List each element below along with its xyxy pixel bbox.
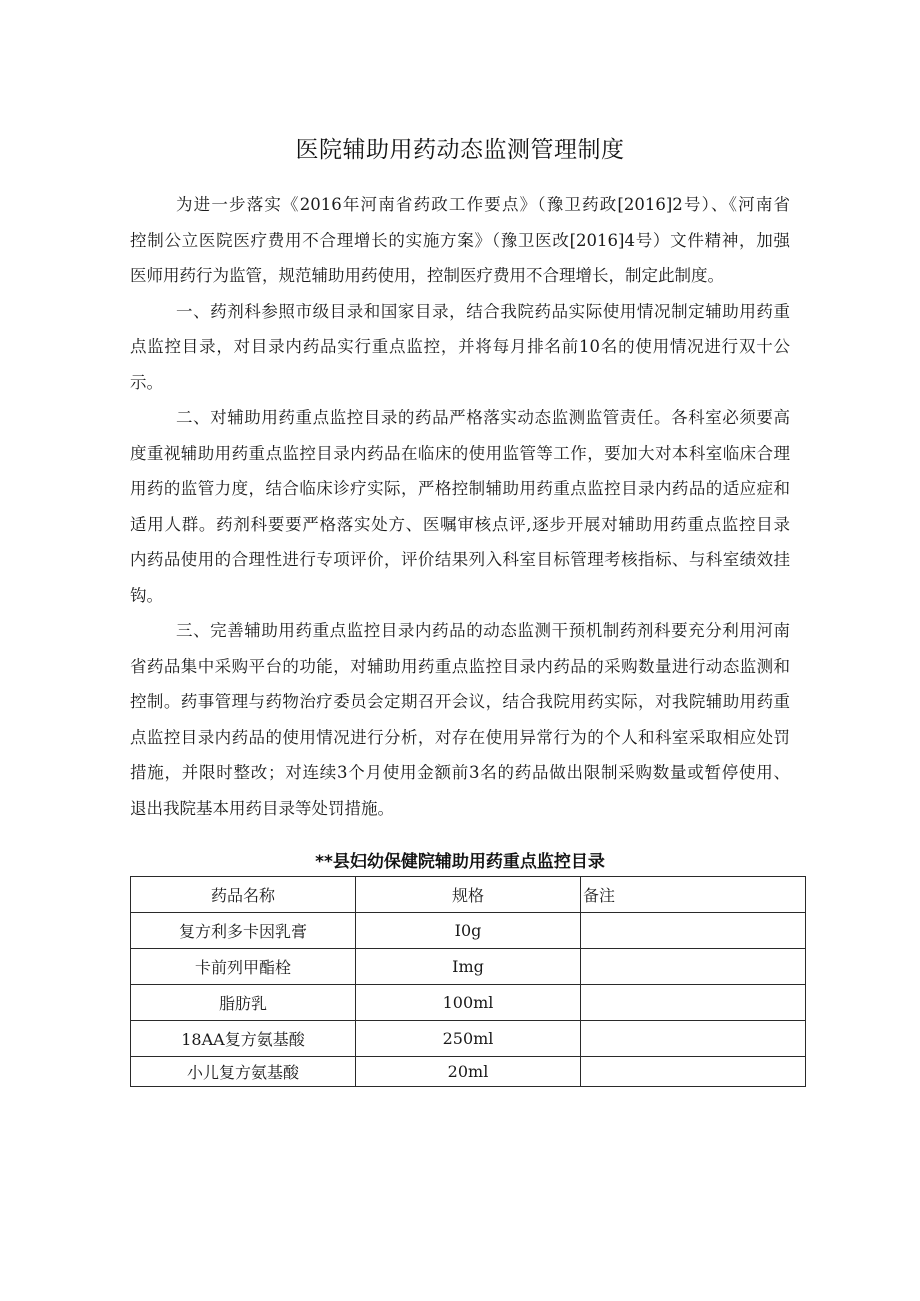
drug-name-cell: 小儿复方氨基酸: [131, 1057, 356, 1087]
text-line: 医师用药行为监管，规范辅助用药使用，控制医疗费用不合理增长，制定此制度。: [130, 266, 724, 285]
note-cell: [581, 913, 806, 949]
note-cell: [581, 985, 806, 1021]
text-line: 度重视辅助用药重点监控目录内药品在临床的使用监管等工作，要加大对本科室临床合理: [130, 443, 790, 463]
note-cell: [581, 1021, 806, 1057]
spec-cell: 20ml: [356, 1057, 581, 1087]
table-header-row: [131, 877, 806, 913]
text-line: 省药品集中采购平台的功能，对辅助用药重点监控目录内药品的采购数量进行动态监测和: [130, 656, 790, 676]
drug-name-cell: 卡前列甲酯栓: [131, 949, 356, 985]
table-row: [131, 949, 806, 985]
text-line: 用药的监管力度，结合临床诊疗实际，严格控制辅助用药重点监控目录内药品的适应症和: [130, 479, 790, 498]
text-line: 退出我院基本用药目录等处罚措施。: [130, 798, 394, 818]
paragraph-item-1: [130, 294, 790, 401]
table-row: [131, 1057, 806, 1087]
table-row: [131, 1021, 806, 1057]
text-line: 二、对辅助用药重点监控目录的药品严格落实动态监测监管责任。各科室必须要高: [176, 408, 790, 427]
table-row: [131, 913, 806, 949]
drug-name-cell: 复方利多卡因乳膏: [131, 913, 356, 949]
note-cell: [581, 949, 806, 985]
document-title: 医院辅助用药动态监测管理制度: [295, 137, 625, 163]
drug-name-cell: 18AA复方氨基酸: [131, 1021, 356, 1057]
paragraph-item-2: [130, 400, 790, 613]
column-header-drug-name: 药品名称: [131, 877, 356, 913]
paragraph-intro: [130, 187, 790, 294]
table-row: [131, 985, 806, 1021]
spec-cell: 100ml: [356, 985, 581, 1021]
drug-name-cell: 脂肪乳: [131, 985, 356, 1021]
text-line: 点监控目录内药品的使用情况进行分析，对存在使用异常行为的个人和科室采取相应处罚: [130, 727, 790, 747]
text-line: 点监控目录，对目录内药品实行重点监控，并将每月排名前10名的使用情况进行双十公: [130, 337, 790, 356]
document-body: [130, 187, 790, 826]
text-line: 示。: [130, 372, 163, 392]
text-line: 钩。: [130, 585, 163, 605]
spec-cell: Img: [356, 949, 581, 985]
column-header-spec: 规格: [356, 877, 581, 913]
text-line: 内药品使用的合理性进行专项评价，评价结果列入科室目标管理考核指标、与科室绩效挂: [130, 550, 790, 569]
text-line: 适用人群。药剂科要要严格落实处方、医嘱审核点评,逐步开展对辅助用药重点监控目录: [130, 514, 790, 534]
paragraph-item-3: [130, 613, 790, 826]
text-line: 为进一步落实《2016年河南省药政工作要点》（豫卫药政[2016]2号）、《河南省: [176, 195, 790, 214]
text-line: 控制公立医院医疗费用不合理增长的实施方案》（豫卫医改[2016]4号）文件精神，加强: [130, 230, 790, 250]
text-line: 三、完善辅助用药重点监控目录内药品的动态监测干预机制药剂科要充分利用河南: [176, 621, 790, 640]
note-cell: [581, 1057, 806, 1087]
drug-monitoring-table: [130, 876, 806, 1087]
text-line: 一、药剂科参照市级目录和国家目录，结合我院药品实际使用情况制定辅助用药重: [176, 301, 790, 321]
text-line: 控制。药事管理与药物治疗委员会定期召开会议，结合我院用药实际，对我院辅助用药重: [130, 692, 790, 711]
text-line: 措施，并限时整改；对连续3个月使用金额前3名的药品做出限制采购数量或暂停使用、: [130, 763, 790, 782]
spec-cell: 250ml: [356, 1021, 581, 1057]
spec-cell: I0g: [356, 913, 581, 949]
column-header-note: 备注: [581, 877, 806, 913]
table-title: **县妇幼保健院辅助用药重点监控目录: [315, 852, 605, 872]
